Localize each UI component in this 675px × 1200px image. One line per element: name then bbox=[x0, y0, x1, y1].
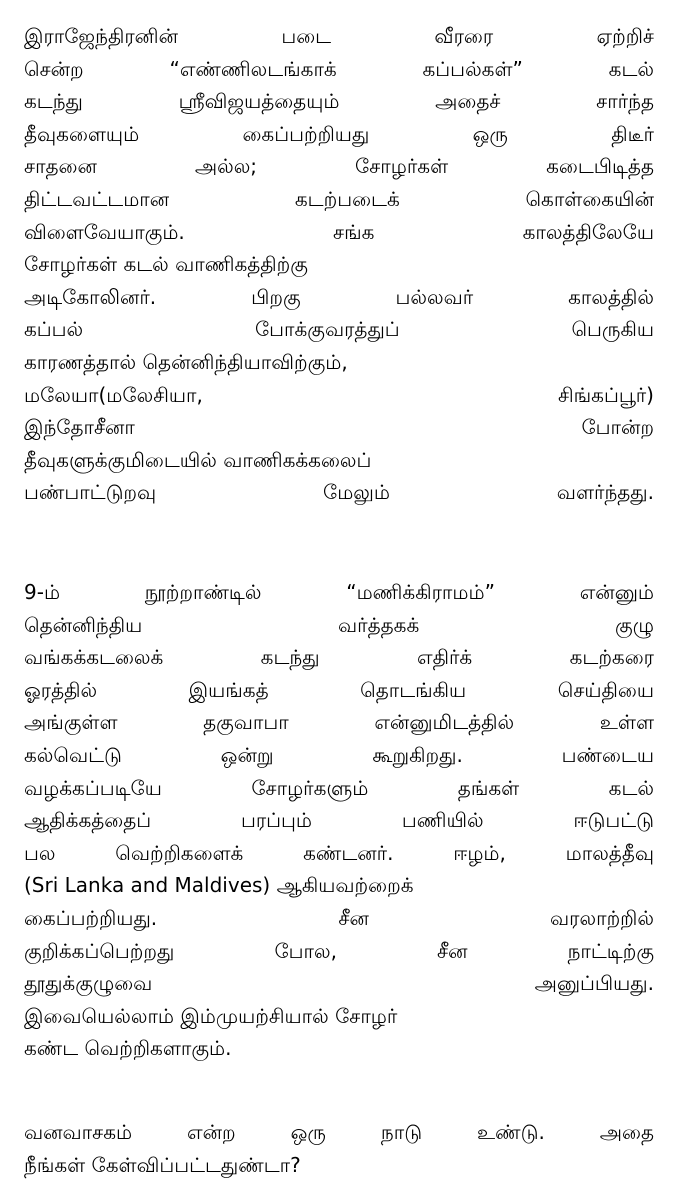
text-line: ஆதிக்கத்தைப் பரப்பும் பணியில் ஈடுபட்டு bbox=[24, 808, 654, 833]
text-line: வனவாசகம் என்ற ஒரு நாடு உண்டு. அதை bbox=[24, 1120, 654, 1144]
text-line: வழக்கப்படியே சோழர்களும் தங்கள் கடல் bbox=[24, 775, 654, 800]
text-line: நீங்கள் கேள்விப்பட்டதுண்டா? bbox=[24, 1152, 301, 1177]
text-line: சாதனை அல்ல; சோழர்கள் கடைபிடித்த bbox=[24, 154, 654, 179]
text-line: (Sri Lanka and Maldives) ஆகியவற்றைக் bbox=[24, 873, 414, 898]
text-line: விளைவேயாகும். சங்க காலத்திலேயே bbox=[24, 219, 654, 244]
paragraph-vanavasagam-question bbox=[24, 1116, 654, 1181]
text-line: சோழர்கள் கடல் வாணிகத்திற்கு bbox=[24, 252, 308, 277]
text-line: தீவுகளுக்குமிடையில் வாணிகக்கலைப் bbox=[24, 447, 372, 472]
text-line: ஓரத்தில் இயங்கத் தொடங்கிய செய்தியை bbox=[24, 677, 654, 702]
text-line: பல வெற்றிகளைக் கண்டனர். ஈழம், மாலத்தீவு bbox=[24, 840, 654, 865]
text-line: சென்ற “எண்ணிலடங்காக் கப்பல்கள்” கடல் bbox=[24, 56, 654, 81]
text-line: இந்தோசீனா போன்ற bbox=[24, 415, 654, 440]
text-line: இவையெல்லாம் இம்முயற்சியால் சோழர் bbox=[24, 1003, 398, 1028]
text-line: காரணத்தால் தென்னிந்தியாவிற்கும், bbox=[24, 349, 348, 374]
text-line: கல்வெட்டு ஒன்று கூறுகிறது. பண்டைய bbox=[24, 742, 654, 767]
text-line: அங்குள்ள தகுவாபா என்னுமிடத்தில் உள்ள bbox=[24, 710, 654, 735]
text-line: கப்பல் போக்குவரத்துப் பெருகிய bbox=[24, 317, 654, 342]
text-line: இராஜேந்திரனின் படை வீரரை ஏற்றிச் bbox=[24, 24, 654, 48]
text-line: திட்டவட்டமான கடற்படைக் கொள்கையின் bbox=[24, 186, 654, 211]
text-line: தூதுக்குழுவை அனுப்பியது. bbox=[24, 971, 654, 996]
paragraph-manigramam-trade-guild bbox=[24, 576, 654, 1065]
text-line: குறிக்கப்பெற்றது போல, சீன நாட்டிற்கு bbox=[24, 938, 654, 963]
text-line: தீவுகளையும் கைப்பற்றியது ஒரு திடீர் bbox=[24, 121, 654, 146]
text-line: 9-ம் நூற்றாண்டில் “மணிக்கிராமம்” என்னும் bbox=[24, 580, 654, 604]
text-line: மலேயா(மலேசியா, சிங்கப்பூர்) bbox=[24, 382, 654, 407]
text-line: வங்கக்கடலைக் கடந்து எதிர்க் கடற்கரை bbox=[24, 645, 654, 670]
text-line: கடந்து ஸ்ரீவிஜயத்தையும் அதைச் சார்ந்த bbox=[24, 89, 654, 114]
text-line: பண்பாட்டுறவு மேலும் வளர்ந்தது. bbox=[24, 480, 654, 505]
paragraph-rajendra-naval-expedition bbox=[24, 20, 654, 509]
text-line: கண்ட வெற்றிகளாகும். bbox=[24, 1036, 232, 1061]
text-line: அடிகோலினர். பிறகு பல்லவர் காலத்தில் bbox=[24, 284, 654, 309]
text-line: தென்னிந்திய வர்த்தகக் குழு bbox=[24, 612, 654, 637]
text-line: கைப்பற்றியது. சீன வரலாற்றில் bbox=[24, 905, 654, 930]
